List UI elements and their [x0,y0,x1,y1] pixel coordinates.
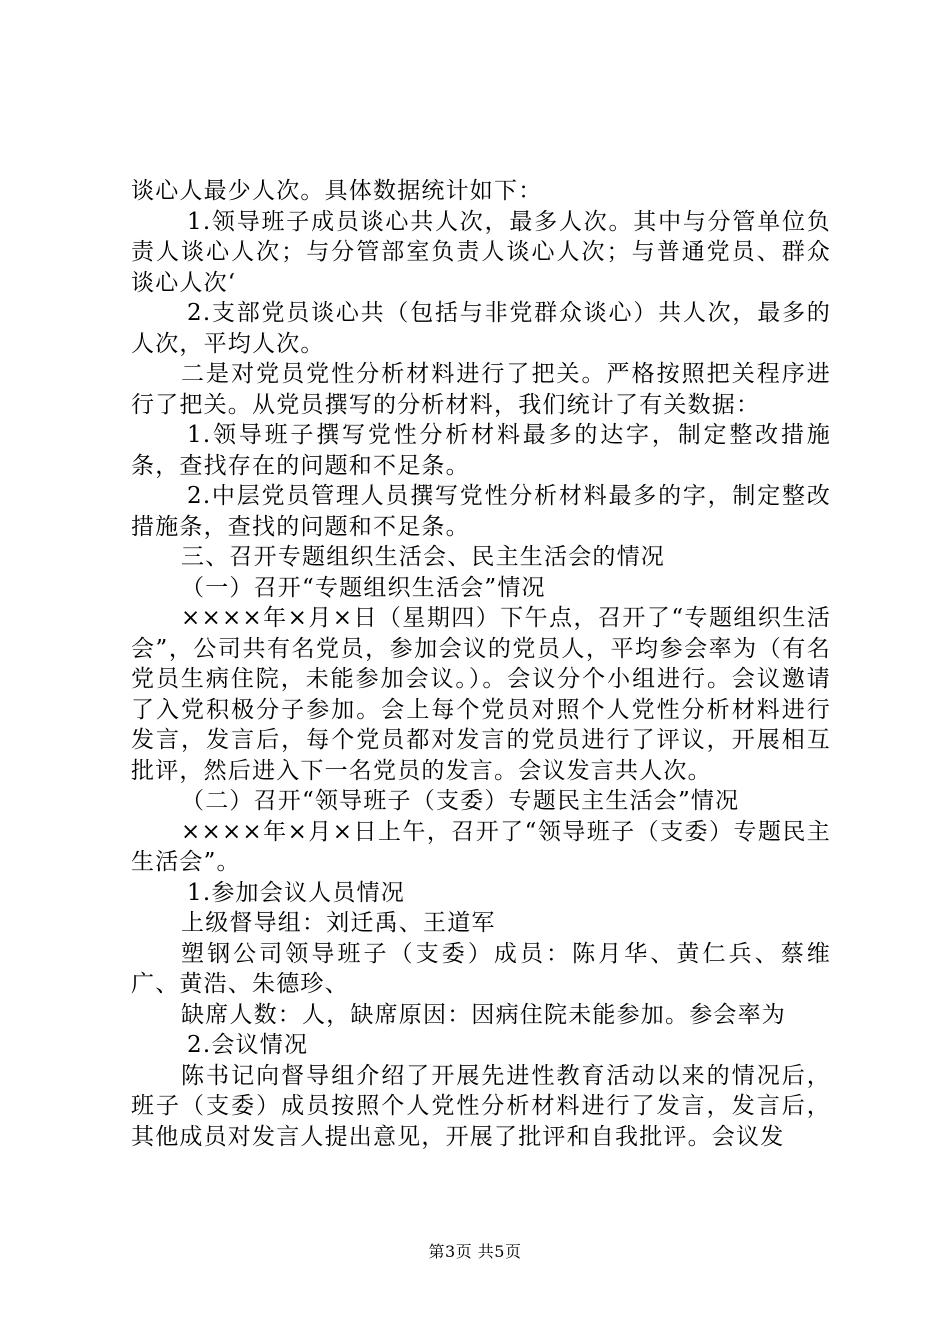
numbered-heading: 2.会议情况 [187,1032,309,1058]
paragraph: 缺席人数：人，缺席原因：因病住院未能参加。参会率为 [181,1001,786,1028]
page-footer [0,1242,950,1262]
paragraph: 塑钢公司领导班子（支委）成员：陈月华、黄仁兵、蔡维广、黄浩、朱德珍、 [131,940,831,997]
paragraph: 2.支部党员谈心共（包括与非党群众谈心）共人次，最多的人次，平均人次。 [131,300,831,357]
paragraph: 2.中层党员管理人员撰写党性分析材料最多的字，制定整改措施条，查找的问题和不足条。 [131,483,831,540]
document-body [131,176,831,1152]
paragraph: 谈心人最少人次。具体数据统计如下： [131,178,543,204]
numbered-heading: 1.参加会议人员情况 [187,879,405,906]
section-heading: 三、召开专题组织生活会、民主生活会的情况 [181,544,665,570]
subsection-heading: （二）召开“领导班子（支委）专题民主生活会”情况 [181,788,740,814]
subsection-heading: （一）召开“专题组织生活会”情况 [181,574,546,601]
paragraph: 1.领导班子成员谈心共人次，最多人次。其中与分管单位负责人谈心人次；与分管部室负责人谈心人次；与普通党员、群众谈心人次‘ [131,208,831,296]
paragraph: 陈书记向督导组介绍了开展先进性教育活动以来的情况后，班子（支委）成员按照个人党性分析材料进行了发言，发言后，其他成员对发言人提出意见，开展了批评和自我批评。会议发 [131,1062,831,1150]
paragraph: 二是对党员党性分析材料进行了把关。严格按照把关程序进行了把关。从党员撰写的分析材料，我们统计了有关数据： [131,361,831,418]
page-number-label: 第3页 共5页 [428,1242,522,1261]
paragraph: 1.领导班子撰写党性分析材料最多的达字，制定整改措施条，查找存在的问题和不足条。 [131,422,831,479]
paragraph: ××××年×月×日（星期四）下午点，召开了“专题组织生活会”，公司共有名党员，参加会议的党员人，平均参会率为（有名党员生病住院，未能参加会议。）。会议分个小组进行。会议邀请了入党积极分子参加。会上每个党员对照个人党性分析材料进行发言，发言后，每个党员都对发言的党员进行了评议，开展相互批评，然后进入下一名党员的发言。会议发言共人次。 [131,605,831,784]
paragraph: ××××年×月×日上午，召开了“领导班子（支委）专题民主生活会”。 [131,818,831,875]
paragraph: 上级督导组：刘迁禹、王道军 [181,910,496,936]
